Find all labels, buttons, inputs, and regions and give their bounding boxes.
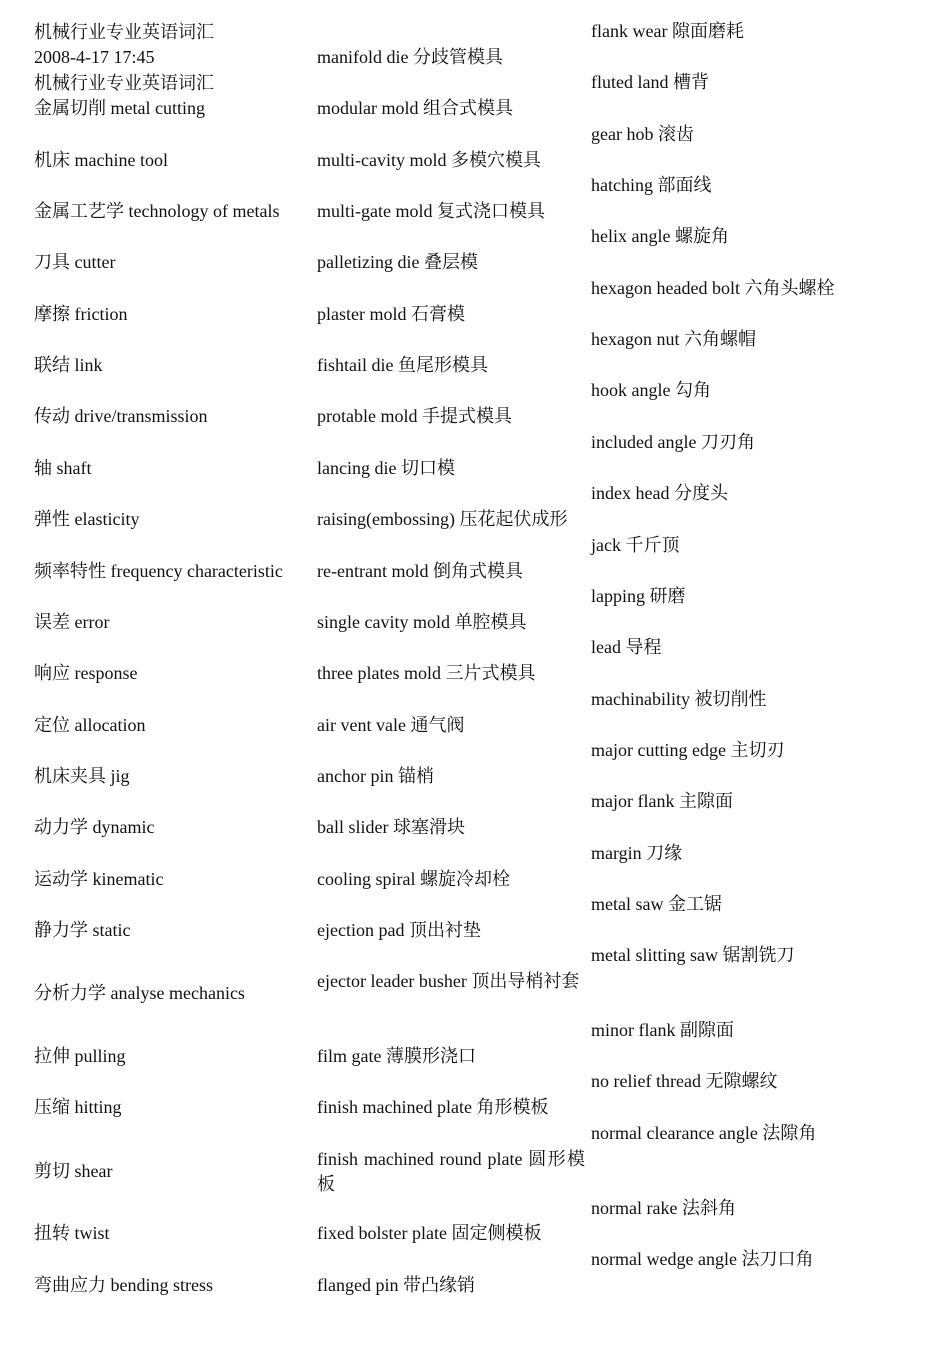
- glossary-entry: hexagon headed bolt 六角头螺栓: [591, 278, 835, 298]
- glossary-entry: gear hob 滚齿: [591, 124, 694, 144]
- document-title: 机械行业专业英语词汇: [34, 22, 214, 42]
- glossary-entry: helix angle 螺旋角: [591, 226, 729, 246]
- glossary-entry: major flank 主隙面: [591, 791, 733, 811]
- glossary-entry: 响应 response: [34, 663, 138, 683]
- glossary-entry: film gate 薄膜形浇口: [317, 1046, 476, 1066]
- glossary-entry: 弹性 elasticity: [34, 509, 140, 529]
- glossary-entry: multi-gate mold 复式浇口模具: [317, 201, 545, 221]
- glossary-entry: lead 导程: [591, 637, 662, 657]
- glossary-entry: machinability 被切削性: [591, 689, 767, 709]
- glossary-entry: cooling spiral 螺旋冷却栓: [317, 869, 510, 889]
- glossary-entry: 机床夹具 jig: [34, 766, 130, 786]
- glossary-entry: fishtail die 鱼尾形模具: [317, 355, 488, 375]
- glossary-entry: anchor pin 锚梢: [317, 766, 434, 786]
- glossary-entry: 机床 machine tool: [34, 150, 168, 170]
- glossary-entry: multi-cavity mold 多模穴模具: [317, 150, 541, 170]
- glossary-entry: normal wedge angle 法刀口角: [591, 1249, 814, 1269]
- glossary-entry: palletizing die 叠层模: [317, 252, 478, 272]
- glossary-entry: lapping 研磨: [591, 586, 686, 606]
- glossary-entry: ejection pad 顶出衬垫: [317, 920, 481, 940]
- glossary-entry: plaster mold 石膏模: [317, 304, 465, 324]
- document-datetime: 2008-4-17 17:45: [34, 47, 155, 67]
- glossary-entry: hatching 部面线: [591, 175, 712, 195]
- glossary-entry: single cavity mold 单腔模具: [317, 612, 527, 632]
- glossary-entry: flanged pin 带凸缘销: [317, 1275, 475, 1295]
- glossary-entry: 传动 drive/transmission: [34, 406, 208, 426]
- glossary-entry: re-entrant mold 倒角式模具: [317, 561, 523, 581]
- glossary-entry: 摩擦 friction: [34, 304, 128, 324]
- glossary-entry: ejector leader busher 顶出导梢衬套: [317, 971, 580, 991]
- glossary-entry: 压缩 hitting: [34, 1097, 122, 1117]
- glossary-entry: modular mold 组合式模具: [317, 98, 513, 118]
- glossary-entry: manifold die 分歧管模具: [317, 47, 503, 67]
- glossary-entry: jack 千斤顶: [591, 535, 680, 555]
- glossary-entry: hook angle 勾角: [591, 380, 711, 400]
- glossary-entry: normal clearance angle 法隙角: [591, 1123, 817, 1143]
- glossary-entry: 静力学 static: [34, 920, 131, 940]
- glossary-entry: major cutting edge 主切刃: [591, 740, 785, 760]
- glossary-entry: included angle 刀刃角: [591, 432, 755, 452]
- glossary-entry: finish machined plate 角形模板: [317, 1097, 549, 1117]
- glossary-entry: normal rake 法斜角: [591, 1198, 736, 1218]
- glossary-entry: ball slider 球塞滑块: [317, 817, 465, 837]
- glossary-entry: no relief thread 无隙螺纹: [591, 1071, 778, 1091]
- glossary-entry: fixed bolster plate 固定侧模板: [317, 1223, 542, 1243]
- glossary-entry: 弯曲应力 bending stress: [34, 1275, 213, 1295]
- glossary-entry: finish machined round plate 圆形模板: [317, 1149, 585, 1194]
- glossary-entry: minor flank 副隙面: [591, 1020, 734, 1040]
- glossary-entry: margin 刀缘: [591, 843, 683, 863]
- glossary-entry: 金属切削 metal cutting: [34, 98, 205, 118]
- glossary-entry: protable mold 手提式模具: [317, 406, 512, 426]
- glossary-entry: hexagon nut 六角螺帽: [591, 329, 756, 349]
- glossary-entry: 拉伸 pulling: [34, 1046, 126, 1066]
- glossary-entry: 金属工艺学 technology of metals: [34, 201, 280, 221]
- glossary-entry: 扭转 twist: [34, 1223, 110, 1243]
- glossary-entry: 剪切 shear: [34, 1161, 113, 1181]
- glossary-entry: 定位 allocation: [34, 715, 146, 735]
- glossary-entry: 运动学 kinematic: [34, 869, 164, 889]
- glossary-entry: flank wear 隙面磨耗: [591, 21, 744, 41]
- glossary-entry: 轴 shaft: [34, 458, 92, 478]
- glossary-entry: three plates mold 三片式模具: [317, 663, 536, 683]
- glossary-entry: air vent vale 通气阀: [317, 715, 465, 735]
- glossary-entry: 分析力学 analyse mechanics: [34, 983, 245, 1003]
- document-title-repeat: 机械行业专业英语词汇: [34, 73, 214, 93]
- glossary-entry: fluted land 槽背: [591, 72, 709, 92]
- glossary-entry: raising(embossing) 压花起伏成形: [317, 509, 568, 529]
- glossary-entry: 刀具 cutter: [34, 252, 116, 272]
- glossary-entry: index head 分度头: [591, 483, 728, 503]
- glossary-entry: 动力学 dynamic: [34, 817, 155, 837]
- glossary-entry: metal saw 金工锯: [591, 894, 722, 914]
- glossary-entry: 频率特性 frequency characteristic: [34, 561, 283, 581]
- glossary-entry: 联结 link: [34, 355, 103, 375]
- glossary-entry: 误差 error: [34, 612, 110, 632]
- glossary-entry: lancing die 切口模: [317, 458, 455, 478]
- glossary-entry: metal slitting saw 锯割铣刀: [591, 945, 795, 965]
